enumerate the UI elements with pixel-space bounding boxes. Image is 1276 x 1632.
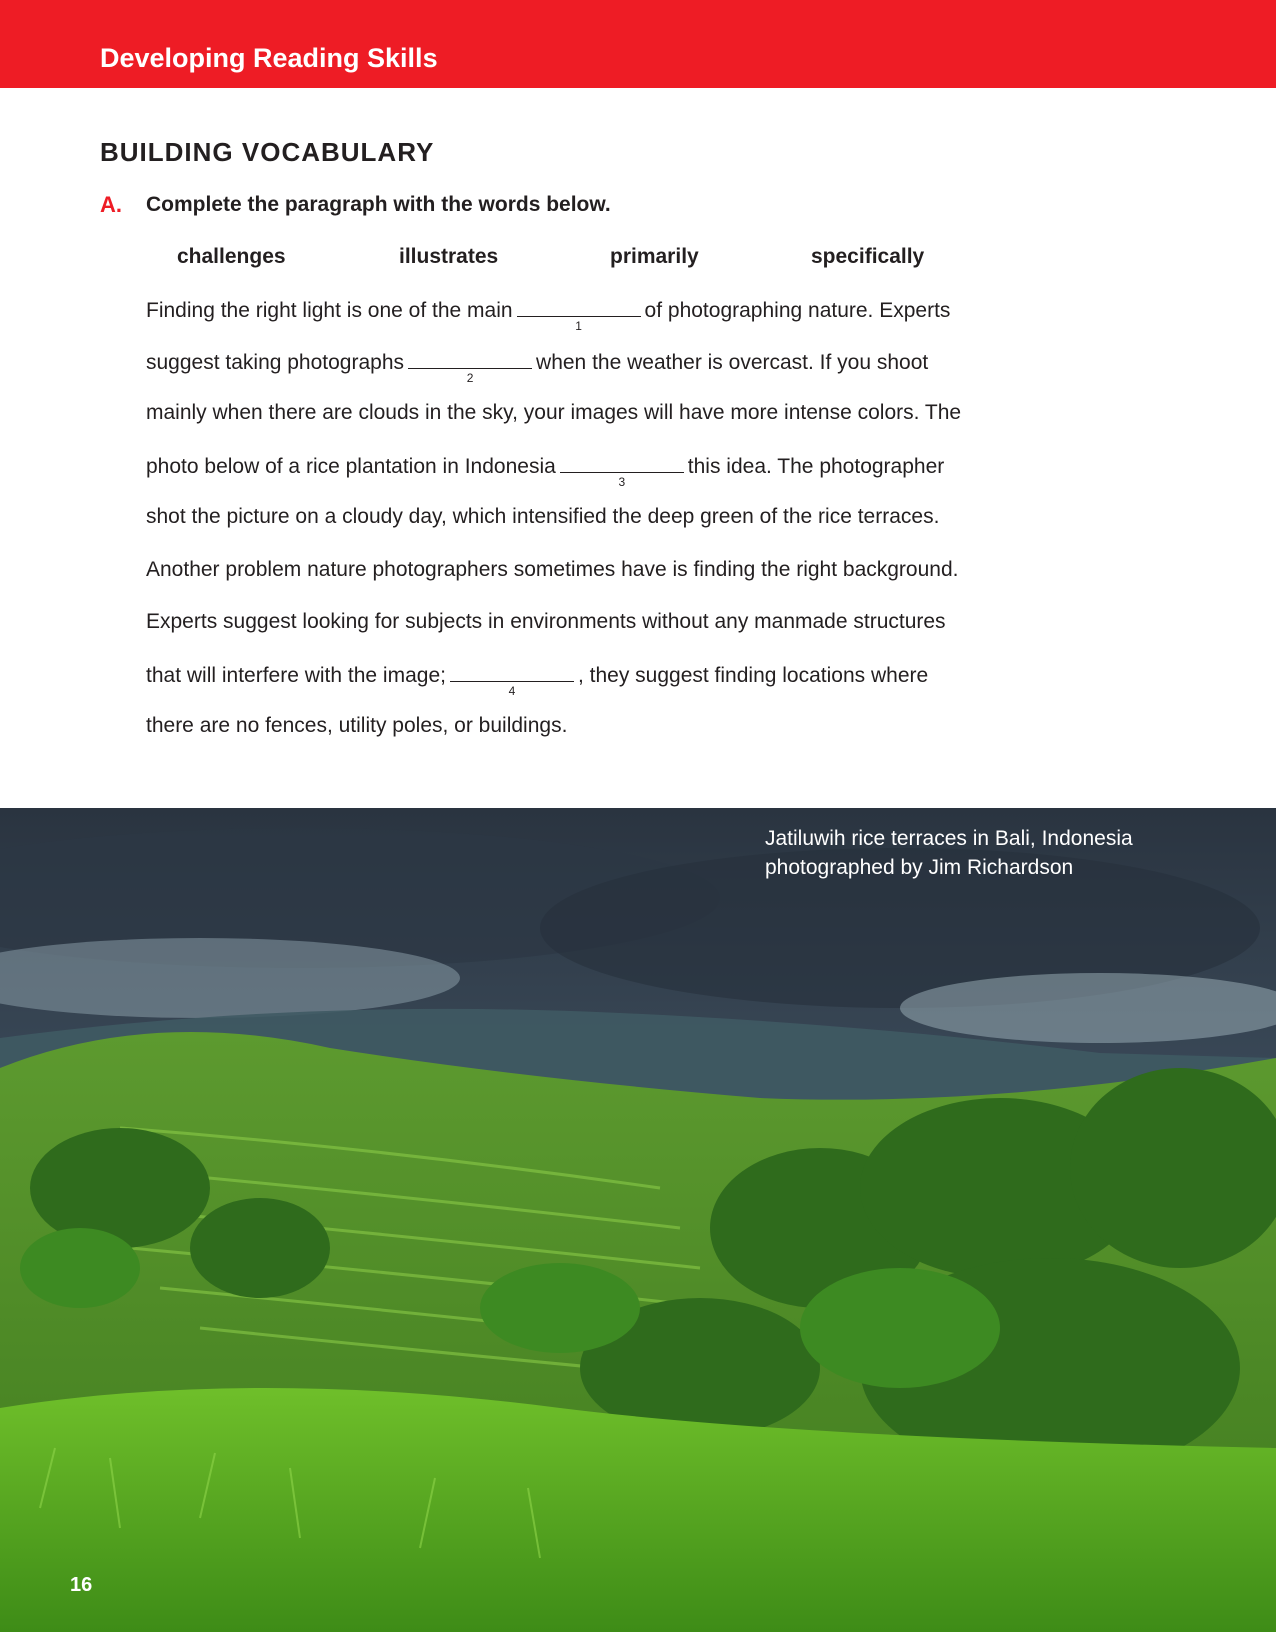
blank-number: 2 bbox=[466, 371, 474, 385]
paragraph-line: that will interfere with the image; 4 , they suggest finding locations where bbox=[146, 659, 928, 691]
page-number: 16 bbox=[70, 1574, 93, 1596]
exercise-letter: A. bbox=[100, 192, 122, 217]
blank-number: 4 bbox=[508, 684, 516, 698]
page-header-title: Developing Reading Skills bbox=[100, 43, 438, 73]
answer-blank-3[interactable] bbox=[560, 450, 684, 489]
paragraph-line: there are no fences, utility poles, or buildings. bbox=[146, 714, 568, 737]
paragraph-line: shot the picture on a cloudy day, which intensified the deep green of the rice terraces. bbox=[146, 505, 940, 528]
exercise-instruction: Complete the paragraph with the words below. bbox=[146, 193, 611, 216]
rice-terrace-photo bbox=[0, 808, 1276, 1632]
paragraph-line: Experts suggest looking for subjects in environments without any manmade structures bbox=[146, 610, 946, 633]
paragraph-line: photo below of a rice plantation in Indonesia 3 this idea. The photographer bbox=[146, 450, 944, 482]
word-bank-item: primarily bbox=[610, 245, 699, 268]
word-bank-item: illustrates bbox=[399, 245, 499, 268]
photo-caption bbox=[765, 824, 1133, 882]
caption-line: Jatiluwih rice terraces in Bali, Indonesia bbox=[765, 827, 1133, 850]
paragraph-line: Finding the right light is one of the main 1 of photographing nature. Experts bbox=[146, 294, 950, 326]
answer-blank-1[interactable] bbox=[517, 294, 641, 333]
answer-blank-2[interactable] bbox=[408, 346, 532, 385]
paragraph-line: Another problem nature photographers sometimes have is finding the right background. bbox=[146, 558, 959, 581]
section-heading: BUILDING VOCABULARY bbox=[100, 137, 435, 167]
word-bank-item: challenges bbox=[177, 245, 286, 268]
blank-number: 1 bbox=[575, 319, 582, 333]
caption-line: photographed by Jim Richardson bbox=[765, 856, 1074, 879]
word-bank-item: specifically bbox=[811, 245, 925, 268]
blank-number: 3 bbox=[618, 475, 626, 489]
answer-blank-4[interactable] bbox=[450, 659, 574, 698]
paragraph-line: mainly when there are clouds in the sky, your images will have more intense colors. The bbox=[146, 401, 962, 424]
paragraph-line: suggest taking photographs 2 when the weather is overcast. If you shoot bbox=[146, 346, 928, 378]
